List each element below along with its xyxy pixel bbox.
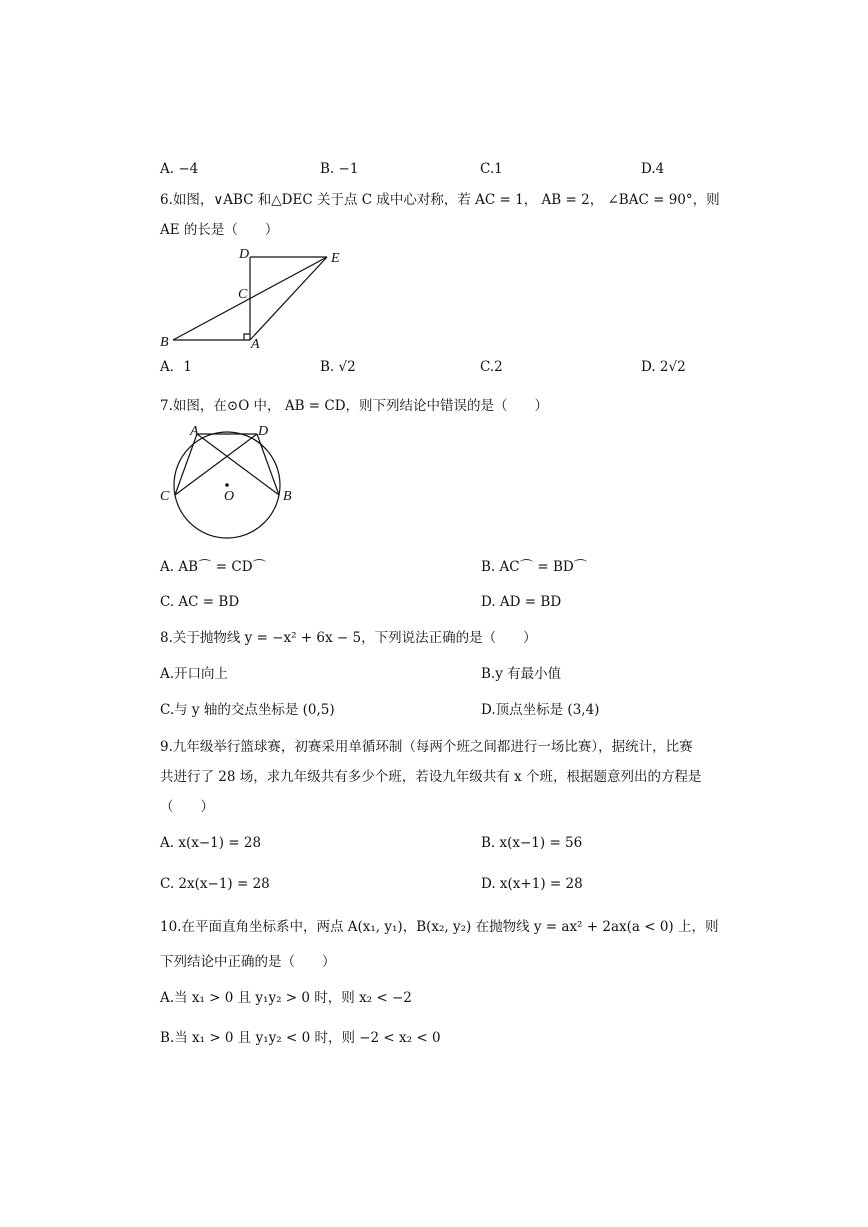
q8-option-a: A.开口向上 xyxy=(160,666,229,682)
label-E: E xyxy=(331,251,340,266)
label-B: B xyxy=(283,489,292,504)
q9-stem-line2: 共进行了 28 场，求九年级共有多少个班，若设九年级共有 x 个班，根据题意列出的方程是 xyxy=(160,769,702,785)
q10-stem-line2: 下列结论中正确的是（ ） xyxy=(160,954,336,970)
q10-option-a: A.当 x₁ > 0 且 y₁y₂ > 0 时，则 x₂ < −2 xyxy=(160,990,412,1006)
label-B: B xyxy=(160,335,169,350)
q8-option-c: C.与 y 轴的交点坐标是 (0,5) xyxy=(160,702,335,718)
q7-option-c: C. AC = BD xyxy=(160,594,240,610)
q7-figure xyxy=(150,420,310,550)
right-angle-mark xyxy=(244,334,250,340)
q9-option-d: D. x(x+1) = 28 xyxy=(481,876,583,892)
q9-option-a: A. x(x−1) = 28 xyxy=(160,835,262,851)
q7-option-a: A. AB⌒ = CD⌒ xyxy=(160,559,267,575)
segment-AE xyxy=(250,257,327,340)
q8-option-b: B.y 有最小值 xyxy=(481,666,562,682)
q9-stem-line1: 9.九年级举行篮球赛，初赛采用单循环制（每两个班之间都进行一场比赛），据统计，比赛 xyxy=(160,739,693,755)
chord-AB xyxy=(197,434,279,495)
label-C: C xyxy=(160,489,170,504)
q5-option-b: B. −1 xyxy=(320,161,359,177)
q6-option-c: C.2 xyxy=(480,359,503,375)
center-point xyxy=(225,483,229,487)
q10-stem-line1: 10.在平面直角坐标系中，两点 A(x₁, y₁)，B(x₂, y₂) 在抛物线 y = ax² + 2ax(a < 0) 上，则 xyxy=(160,919,719,935)
q9-option-b: B. x(x−1) = 56 xyxy=(481,835,583,851)
q6-option-d: D. 2√2 xyxy=(641,359,686,375)
label-D: D xyxy=(239,247,250,262)
q7-stem: 7.如图，在⊙O 中， AB = CD，则下列结论中错误的是（ ） xyxy=(160,398,549,414)
q8-option-d: D.顶点坐标是 (3,4) xyxy=(481,702,600,718)
q5-option-d: D.4 xyxy=(641,161,665,177)
q6-option-b: B. √2 xyxy=(320,359,356,375)
q9-stem-line3: （ ） xyxy=(160,799,214,815)
q6-stem-line2: AE 的长是（ ） xyxy=(160,222,279,238)
label-O: O xyxy=(224,489,235,504)
q7-option-d: D. AD = BD xyxy=(481,594,562,610)
q5-option-c: C.1 xyxy=(480,161,503,177)
label-D: D xyxy=(258,424,269,439)
q10-option-b: B.当 x₁ > 0 且 y₁y₂ < 0 时，则 −2 < x₂ < 0 xyxy=(160,1030,441,1046)
q6-stem-line1: 6.如图，∨ABC 和△DEC 关于点 C 成中心对称，若 AC = 1， AB = 2， ∠BAC = 90°，则 xyxy=(160,192,720,208)
q9-option-c: C. 2x(x−1) = 28 xyxy=(160,876,270,892)
chord-DC xyxy=(175,434,257,495)
q5-option-a: A. −4 xyxy=(160,161,199,177)
q8-stem: 8.关于抛物线 y = −x² + 6x − 5，下列说法正确的是（ ） xyxy=(160,630,537,646)
q7-option-b: B. AC⌒ = BD⌒ xyxy=(481,559,588,575)
label-C: C xyxy=(238,287,248,302)
q6-option-a: A．1 xyxy=(160,359,192,375)
label-A: A xyxy=(251,337,260,352)
label-A: A xyxy=(190,424,199,439)
q6-figure xyxy=(150,240,360,355)
